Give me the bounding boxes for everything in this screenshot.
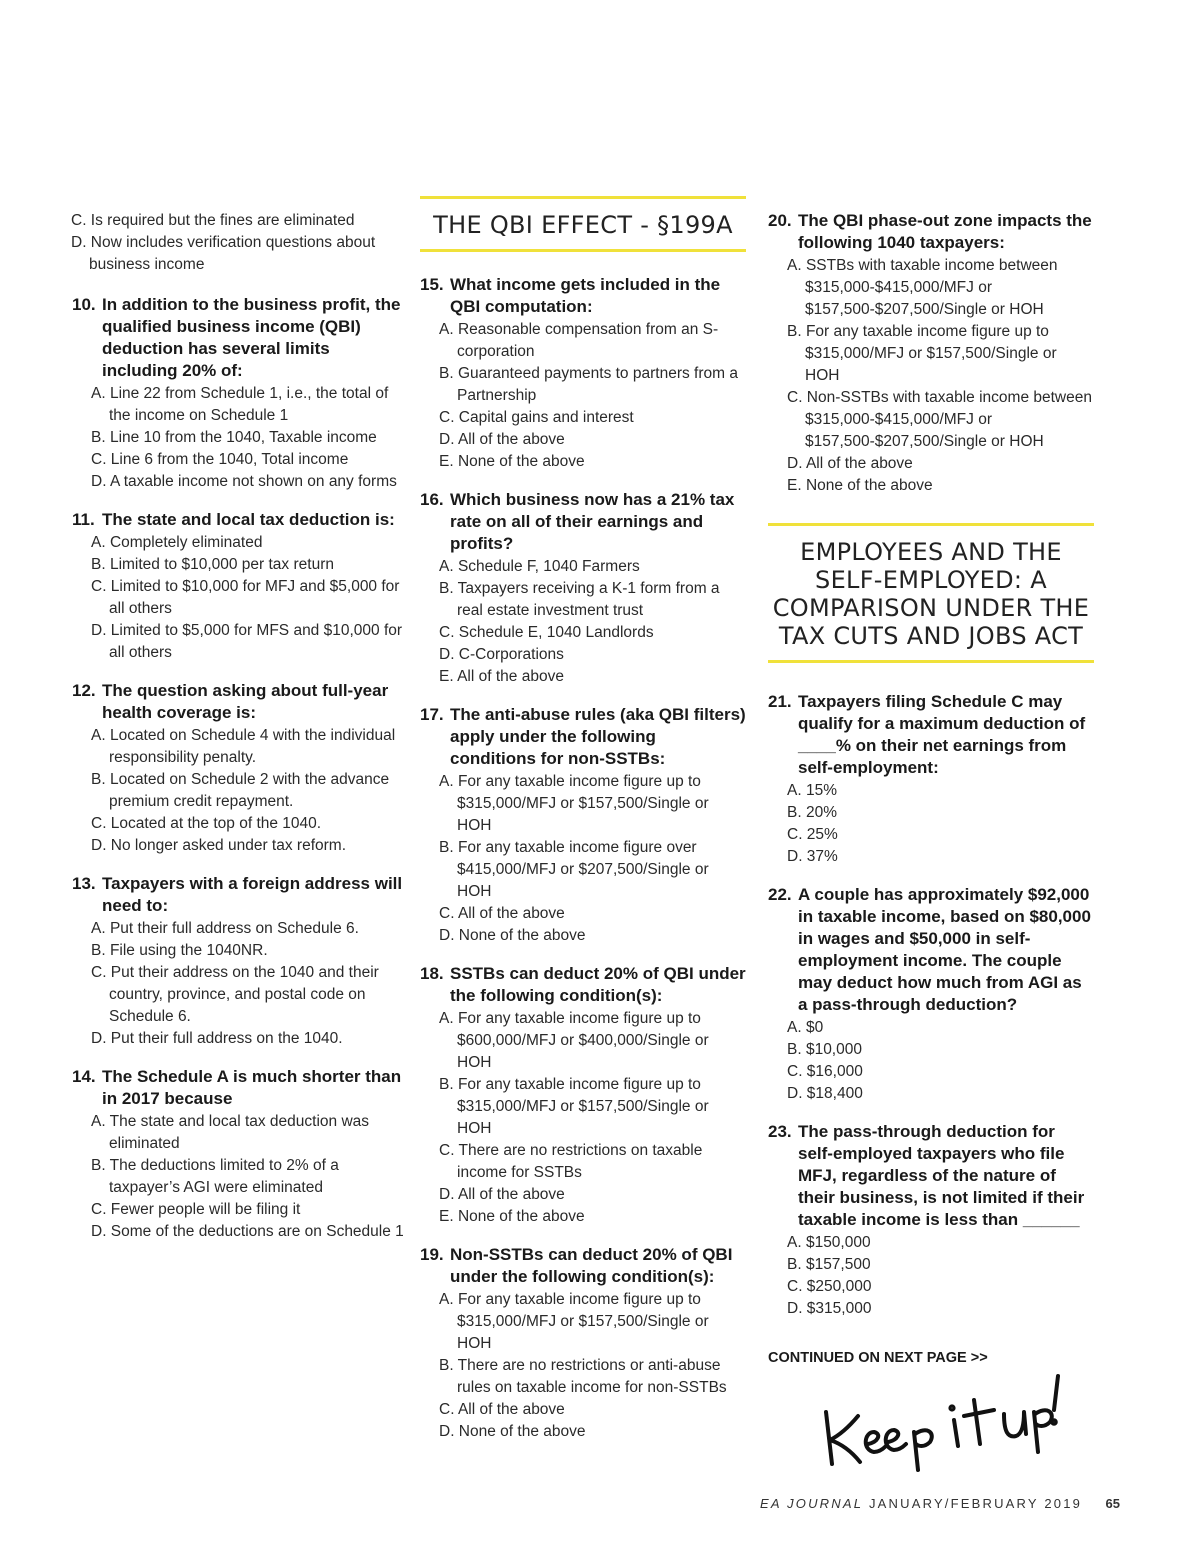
option-item: D. Some of the deductions are on Schedule 1: [91, 1223, 404, 1240]
question-16: [420, 489, 746, 688]
option-item: C. 25%: [787, 826, 838, 843]
option-item: C. $16,000: [787, 1063, 863, 1080]
question-number: 20.: [768, 211, 792, 230]
question-14: [72, 1066, 408, 1243]
option-item: E. None of the above: [439, 1208, 585, 1225]
option-item: B. For any taxable income figure over $415,000/MFJ or $207,500/Single or HOH: [439, 839, 709, 900]
question-number: 16.: [420, 490, 444, 509]
question-list: [420, 274, 746, 1443]
option-item: D. None of the above: [439, 927, 586, 944]
option-item: A. $150,000: [787, 1234, 871, 1251]
question-text: The QBI phase-out zone impacts the following 1040 taxpayers:: [798, 211, 1092, 252]
question-15: [420, 274, 746, 473]
option-item: C. Limited to $10,000 for MFJ and $5,000 for all others: [91, 578, 400, 617]
option-item: C. All of the above: [439, 905, 565, 922]
question-text: Taxpayers filing Schedule C may qualify for a maximum deduction of ____% on their net earnings from self-employment:: [798, 692, 1086, 777]
continued-label: CONTINUED ON NEXT PAGE >>: [768, 1350, 988, 1366]
option-item: C. Fewer people will be filing it: [91, 1201, 301, 1218]
option-item: D. $315,000: [787, 1300, 872, 1317]
option-item: A. For any taxable income figure up to $315,000/MFJ or $157,500/Single or HOH: [439, 773, 709, 834]
question-text: SSTBs can deduct 20% of QBI under the following condition(s):: [450, 964, 746, 1005]
question-number: 17.: [420, 705, 444, 724]
option-item: A. SSTBs with taxable income between $315,000-$415,000/MFJ or $157,500-$207,500/Single or HOH: [787, 257, 1058, 318]
option-item: A. Reasonable compensation from an S-corporation: [439, 321, 719, 360]
question-number: 21.: [768, 692, 792, 711]
question-19: [420, 1244, 746, 1443]
question-title: [420, 1244, 746, 1288]
option-item: D. All of the above: [787, 455, 913, 472]
question-list: [768, 691, 1094, 1320]
option-item: D. A taxable income not shown on any forms: [91, 473, 397, 490]
option-item: E. None of the above: [439, 453, 585, 470]
option-item: C. Line 6 from the 1040, Total income: [91, 451, 349, 468]
question-title: [72, 509, 408, 531]
option-item: A. The state and local tax deduction was eliminated: [91, 1113, 370, 1152]
option-item: A. Put their full address on Schedule 6.: [91, 920, 359, 937]
option-item: C. Located at the top of the 1040.: [91, 815, 322, 832]
column-3: [768, 210, 1094, 1366]
question-23: [768, 1121, 1094, 1320]
question-number: 18.: [420, 964, 444, 983]
question-number: 19.: [420, 1245, 444, 1264]
question-text: What income gets included in the QBI computation:: [450, 275, 721, 316]
option-item: B. Located on Schedule 2 with the advance premium credit repayment.: [91, 771, 390, 810]
option-item: C. Non-SSTBs with taxable income between $315,000-$415,000/MFJ or $157,500-$207,500/Single or HOH: [787, 389, 1092, 450]
option-item: B. 20%: [787, 804, 837, 821]
question-number: 23.: [768, 1122, 792, 1141]
option-item: D. None of the above: [439, 1423, 586, 1440]
question-title: [768, 1121, 1094, 1231]
option-item: B. There are no restrictions or anti-abuse rules on taxable income for non-SSTBs: [439, 1357, 727, 1396]
option-item: D. All of the above: [439, 431, 565, 448]
question-title: [420, 704, 746, 770]
column-2: [420, 196, 746, 1443]
page-number: 65: [1105, 1496, 1120, 1511]
question-13: [72, 873, 408, 1050]
option-item: C. All of the above: [439, 1401, 565, 1418]
question-22: [768, 884, 1094, 1105]
question-title: [72, 1066, 408, 1110]
handwritten-keep-it-up: [818, 1372, 1068, 1472]
option-item: B. For any taxable income figure up to $315,000/MFJ or $157,500/Single or HOH: [787, 323, 1057, 384]
option-item: C. Capital gains and interest: [439, 409, 634, 426]
option-item: B. Line 10 from the 1040, Taxable income: [91, 429, 377, 446]
option-item: A. Line 22 from Schedule 1, i.e., the total of the income on Schedule 1: [91, 385, 389, 424]
question-text: The question asking about full-year health coverage is:: [102, 681, 389, 722]
option-item: A. Located on Schedule 4 with the individual responsibility penalty.: [91, 727, 396, 766]
option-item: B. The deductions limited to 2% of a taxpayer’s AGI were eliminated: [91, 1157, 339, 1196]
option-item: A. 15%: [787, 782, 837, 799]
question-list: [768, 210, 1094, 497]
question-text: In addition to the business profit, the qualified business income (QBI) deduction has several limits including 20% of:: [102, 295, 401, 380]
question-text: The Schedule A is much shorter than in 2017 because: [102, 1067, 402, 1108]
question-text: Taxpayers with a foreign address will need to:: [102, 874, 403, 915]
option-item: D. 37%: [787, 848, 838, 865]
question-text: Which business now has a 21% tax rate on all of their earnings and profits?: [450, 490, 735, 553]
question-number: 12.: [72, 681, 96, 700]
option-item: D. C-Corporations: [439, 646, 564, 663]
option-item: D. Now includes verification questions about business income: [71, 234, 376, 273]
question-number: 22.: [768, 885, 792, 904]
question-title: [420, 963, 746, 1007]
section-title-qbi: THE QBI EFFECT - §199A: [420, 196, 746, 252]
question-title: [768, 691, 1094, 779]
option-item: D. No longer asked under tax reform.: [91, 837, 347, 854]
question-17: [420, 704, 746, 947]
option-item: D. $18,400: [787, 1085, 863, 1102]
issue-date: JANUARY/FEBRUARY 2019: [868, 1496, 1083, 1511]
option-item: C. $250,000: [787, 1278, 872, 1295]
question-title: [72, 873, 408, 917]
option-item: B. $157,500: [787, 1256, 871, 1273]
journal-name: EA JOURNAL: [760, 1496, 864, 1511]
question-20: [768, 210, 1094, 497]
question-list: [72, 294, 408, 1243]
question-title: [420, 489, 746, 555]
question-title: [420, 274, 746, 318]
question-number: 15.: [420, 275, 444, 294]
question-number: 11.: [72, 510, 95, 529]
question-number: 14.: [72, 1067, 96, 1086]
question-11: [72, 509, 408, 664]
question-number: 13.: [72, 874, 96, 893]
option-item: A. For any taxable income figure up to $315,000/MFJ or $157,500/Single or HOH: [439, 1291, 709, 1352]
option-item: D. All of the above: [439, 1186, 565, 1203]
option-item: B. Taxpayers receiving a K-1 form from a real estate investment trust: [439, 580, 720, 619]
option-item: A. $0: [787, 1019, 824, 1036]
option-item: B. For any taxable income figure up to $315,000/MFJ or $157,500/Single or HOH: [439, 1076, 709, 1137]
question-text: The pass-through deduction for self-employed taxpayers who file MFJ, regardless of the nature of their business, is not limited if their taxable income is less than ______: [798, 1122, 1085, 1229]
option-item: D. Put their full address on the 1040.: [91, 1030, 343, 1047]
option-item: A. Completely eliminated: [91, 534, 263, 551]
option-item: E. None of the above: [787, 477, 933, 494]
option-item: D. Limited to $5,000 for MFS and $10,000 for all others: [91, 622, 403, 661]
question-title: [72, 294, 408, 382]
option-item: E. All of the above: [439, 668, 564, 685]
question-text: Non-SSTBs can deduct 20% of QBI under the following condition(s):: [450, 1245, 733, 1286]
question-18: [420, 963, 746, 1228]
question-title: [768, 210, 1094, 254]
question-number: 10.: [72, 295, 96, 314]
option-item: B. File using the 1040NR.: [91, 942, 268, 959]
page-footer: [760, 1496, 1120, 1511]
question-21: [768, 691, 1094, 868]
column-1: [72, 210, 408, 1243]
question-title: [72, 680, 408, 724]
question-text: A couple has approximately $92,000 in taxable income, based on $80,000 in wages and $50,000 in self-employment income. The couple may deduct how much from AGI as a pass-through deduction?: [798, 885, 1091, 1014]
question-text: The state and local tax deduction is:: [102, 510, 395, 529]
option-item: C. Put their address on the 1040 and their country, province, and postal code on Schedule 6.: [91, 964, 379, 1025]
option-item: A. Schedule F, 1040 Farmers: [439, 558, 640, 575]
option-item: B. Limited to $10,000 per tax return: [91, 556, 334, 573]
option-item: B. Guaranteed payments to partners from a Partnership: [439, 365, 738, 404]
question-text: The anti-abuse rules (aka QBI filters) apply under the following conditions for non-SSTBs:: [450, 705, 746, 768]
option-item: A. For any taxable income figure up to $600,000/MFJ or $400,000/Single or HOH: [439, 1010, 709, 1071]
option-item: B. $10,000: [787, 1041, 862, 1058]
continued-options: [72, 210, 408, 276]
option-item: C. There are no restrictions on taxable income for SSTBs: [439, 1142, 703, 1181]
question-title: [768, 884, 1094, 1016]
question-12: [72, 680, 408, 857]
option-item: C. Is required but the fines are eliminated: [71, 212, 355, 229]
option-item: C. Schedule E, 1040 Landlords: [439, 624, 654, 641]
question-10: [72, 294, 408, 493]
section-title-employees: EMPLOYEES AND THE SELF-EMPLOYED: A COMPARISON UNDER THE TAX CUTS AND JOBS ACT: [768, 523, 1094, 663]
